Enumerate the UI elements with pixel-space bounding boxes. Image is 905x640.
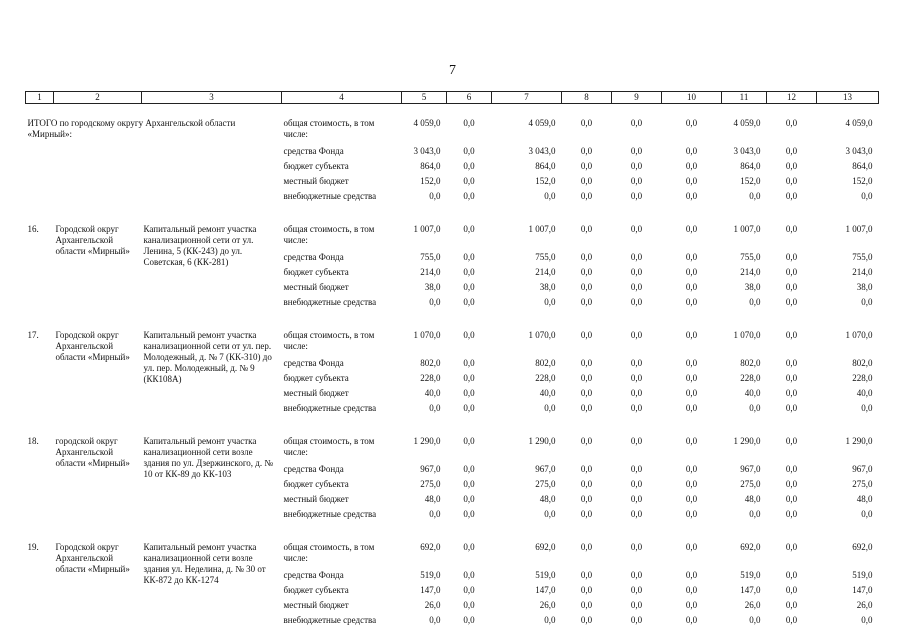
value-cell: 0,0 bbox=[785, 118, 798, 128]
value-cell: 0,0 bbox=[580, 388, 593, 398]
value-cell: 0,0 bbox=[685, 600, 698, 610]
value-cell: 0,0 bbox=[580, 358, 593, 368]
value-cell: 0,0 bbox=[785, 464, 798, 474]
row-label: внебюджетные средства bbox=[283, 403, 377, 413]
value-cell: 0,0 bbox=[685, 282, 698, 292]
value-cell: 0,0 bbox=[580, 282, 593, 292]
value-cell: 0,0 bbox=[685, 479, 698, 489]
value-cell: 275,0 bbox=[740, 479, 761, 489]
value-cell: 0,0 bbox=[580, 176, 593, 186]
value-cell: 0,0 bbox=[463, 509, 475, 519]
value-cell: 0,0 bbox=[630, 282, 643, 292]
value-cell: 0,0 bbox=[463, 118, 475, 128]
value-cell: 0,0 bbox=[463, 358, 475, 368]
value-cell: 26,0 bbox=[539, 600, 556, 610]
item-region: Городской округ Архангельской области «Мирный» bbox=[55, 224, 130, 256]
value-cell: 0,0 bbox=[630, 118, 643, 128]
value-cell: 864,0 bbox=[420, 161, 441, 171]
column-header-7: 7 bbox=[492, 92, 562, 104]
value-cell: 0,0 bbox=[463, 252, 475, 262]
value-cell: 1 007,0 bbox=[845, 224, 873, 234]
funding-table bbox=[25, 91, 879, 630]
value-cell: 0,0 bbox=[785, 403, 798, 413]
row-label: бюджет субъекта bbox=[283, 373, 349, 383]
value-cell: 1 070,0 bbox=[528, 330, 556, 340]
value-cell: 0,0 bbox=[463, 494, 475, 504]
value-cell: 40,0 bbox=[856, 388, 873, 398]
value-cell: 0,0 bbox=[544, 191, 556, 201]
row-label: внебюджетные средства bbox=[283, 615, 377, 625]
value-cell: 48,0 bbox=[856, 494, 873, 504]
value-cell: 0,0 bbox=[749, 297, 761, 307]
value-cell: 0,0 bbox=[463, 542, 475, 552]
column-header-13: 13 bbox=[817, 92, 879, 104]
value-cell: 0,0 bbox=[685, 585, 698, 595]
value-cell: 275,0 bbox=[852, 479, 873, 489]
value-cell: 0,0 bbox=[429, 403, 441, 413]
value-cell: 0,0 bbox=[685, 373, 698, 383]
value-cell: 0,0 bbox=[544, 297, 556, 307]
value-cell: 0,0 bbox=[785, 330, 798, 340]
item-description: Капитальный ремонт участка канализационной сети от ул. Ленина, 5 (КК-243) до ул. Советская, 6 (КК-281) bbox=[143, 224, 257, 267]
value-cell: 214,0 bbox=[420, 267, 441, 277]
value-cell: 0,0 bbox=[463, 585, 475, 595]
value-cell: 147,0 bbox=[740, 585, 761, 595]
value-cell: 0,0 bbox=[749, 403, 761, 413]
value-cell: 0,0 bbox=[630, 494, 643, 504]
row-label: средства Фонда bbox=[283, 570, 344, 580]
value-cell: 0,0 bbox=[580, 161, 593, 171]
column-header-5: 5 bbox=[402, 92, 447, 104]
column-header-3: 3 bbox=[142, 92, 282, 104]
value-cell: 0,0 bbox=[785, 585, 798, 595]
value-cell: 0,0 bbox=[785, 373, 798, 383]
value-cell: 0,0 bbox=[580, 615, 593, 625]
column-header-1: 1 bbox=[26, 92, 54, 104]
item-number: 19. bbox=[27, 542, 39, 552]
value-cell: 967,0 bbox=[852, 464, 873, 474]
value-cell: 0,0 bbox=[463, 615, 475, 625]
column-header-2: 2 bbox=[54, 92, 142, 104]
row-label: бюджет субъекта bbox=[283, 161, 349, 171]
row-label: бюджет субъекта bbox=[283, 585, 349, 595]
value-cell: 1 070,0 bbox=[733, 330, 761, 340]
row-label: внебюджетные средства bbox=[283, 297, 377, 307]
value-cell: 0,0 bbox=[630, 542, 643, 552]
value-cell: 0,0 bbox=[685, 176, 698, 186]
value-cell: 0,0 bbox=[785, 282, 798, 292]
value-cell: 0,0 bbox=[785, 161, 798, 171]
value-cell: 26,0 bbox=[856, 600, 873, 610]
page-number: 7 bbox=[449, 63, 456, 78]
column-header-8: 8 bbox=[562, 92, 612, 104]
value-cell: 0,0 bbox=[630, 436, 643, 446]
value-cell: 0,0 bbox=[544, 509, 556, 519]
value-cell: 0,0 bbox=[580, 224, 593, 234]
value-cell: 38,0 bbox=[856, 282, 873, 292]
value-cell: 0,0 bbox=[463, 267, 475, 277]
value-cell: 519,0 bbox=[852, 570, 873, 580]
block-spacer bbox=[26, 312, 879, 330]
value-cell: 692,0 bbox=[420, 542, 441, 552]
value-cell: 0,0 bbox=[630, 146, 643, 156]
value-cell: 0,0 bbox=[785, 146, 798, 156]
value-cell: 755,0 bbox=[740, 252, 761, 262]
value-cell: 0,0 bbox=[580, 479, 593, 489]
value-cell: 0,0 bbox=[463, 191, 475, 201]
value-cell: 0,0 bbox=[630, 615, 643, 625]
value-cell: 0,0 bbox=[463, 479, 475, 489]
item-number: 16. bbox=[27, 224, 39, 234]
value-cell: 802,0 bbox=[535, 358, 556, 368]
value-cell: 40,0 bbox=[424, 388, 441, 398]
value-cell: 0,0 bbox=[580, 373, 593, 383]
value-cell: 0,0 bbox=[785, 297, 798, 307]
value-cell: 0,0 bbox=[580, 297, 593, 307]
value-cell: 48,0 bbox=[539, 494, 556, 504]
value-cell: 0,0 bbox=[580, 570, 593, 580]
value-cell: 152,0 bbox=[420, 176, 441, 186]
value-cell: 0,0 bbox=[630, 267, 643, 277]
value-cell: 48,0 bbox=[424, 494, 441, 504]
value-cell: 864,0 bbox=[852, 161, 873, 171]
column-header-10: 10 bbox=[662, 92, 722, 104]
row-label: общая стоимость, в том числе: bbox=[283, 436, 375, 457]
value-cell: 0,0 bbox=[685, 403, 698, 413]
row-label: местный бюджет bbox=[283, 600, 349, 610]
value-cell: 0,0 bbox=[785, 615, 798, 625]
value-cell: 0,0 bbox=[685, 118, 698, 128]
column-header-11: 11 bbox=[722, 92, 767, 104]
value-cell: 0,0 bbox=[429, 297, 441, 307]
value-cell: 0,0 bbox=[785, 479, 798, 489]
item-description: Капитальный ремонт участка канализационной сети возле здания по ул. Дзержинского, д. № 10 от КК-89 до КК-103 bbox=[143, 436, 273, 479]
value-cell: 0,0 bbox=[785, 224, 798, 234]
value-cell: 4 059,0 bbox=[733, 118, 761, 128]
value-cell: 0,0 bbox=[580, 509, 593, 519]
value-cell: 0,0 bbox=[685, 191, 698, 201]
row-label: местный бюджет bbox=[283, 388, 349, 398]
value-cell: 0,0 bbox=[630, 358, 643, 368]
value-cell: 0,0 bbox=[785, 436, 798, 446]
value-cell: 38,0 bbox=[424, 282, 441, 292]
row-label: внебюджетные средства bbox=[283, 191, 377, 201]
item-number: 17. bbox=[27, 330, 39, 340]
value-cell: 0,0 bbox=[429, 615, 441, 625]
value-cell: 214,0 bbox=[740, 267, 761, 277]
value-cell: 0,0 bbox=[429, 191, 441, 201]
value-cell: 519,0 bbox=[740, 570, 761, 580]
value-cell: 4 059,0 bbox=[528, 118, 556, 128]
row-label: общая стоимость, в том числе: bbox=[283, 118, 375, 139]
value-cell: 1 290,0 bbox=[733, 436, 761, 446]
value-cell: 0,0 bbox=[685, 388, 698, 398]
value-cell: 26,0 bbox=[744, 600, 761, 610]
value-cell: 0,0 bbox=[630, 161, 643, 171]
value-cell: 1 007,0 bbox=[528, 224, 556, 234]
value-cell: 38,0 bbox=[744, 282, 761, 292]
value-cell: 0,0 bbox=[630, 509, 643, 519]
value-cell: 0,0 bbox=[630, 403, 643, 413]
value-cell: 0,0 bbox=[580, 542, 593, 552]
value-cell: 275,0 bbox=[420, 479, 441, 489]
value-cell: 0,0 bbox=[463, 373, 475, 383]
value-cell: 0,0 bbox=[463, 282, 475, 292]
row-label: бюджет субъекта bbox=[283, 267, 349, 277]
value-cell: 147,0 bbox=[420, 585, 441, 595]
row-label: внебюджетные средства bbox=[283, 509, 377, 519]
header-row bbox=[26, 92, 879, 104]
block-spacer bbox=[26, 206, 879, 224]
value-cell: 0,0 bbox=[630, 191, 643, 201]
value-cell: 0,0 bbox=[685, 509, 698, 519]
value-cell: 0,0 bbox=[685, 436, 698, 446]
row-label: общая стоимость, в том числе: bbox=[283, 542, 375, 563]
table-row bbox=[26, 542, 879, 570]
value-cell: 0,0 bbox=[463, 388, 475, 398]
value-cell: 519,0 bbox=[535, 570, 556, 580]
value-cell: 0,0 bbox=[685, 358, 698, 368]
value-cell: 0,0 bbox=[785, 600, 798, 610]
value-cell: 0,0 bbox=[463, 436, 475, 446]
value-cell: 0,0 bbox=[580, 252, 593, 262]
value-cell: 0,0 bbox=[685, 297, 698, 307]
row-label: средства Фонда bbox=[283, 464, 344, 474]
block-spacer bbox=[26, 418, 879, 436]
value-cell: 228,0 bbox=[535, 373, 556, 383]
value-cell: 0,0 bbox=[785, 542, 798, 552]
value-cell: 3 043,0 bbox=[528, 146, 556, 156]
item-description: Капитальный ремонт участка канализационной сети возле здания ул. Неделина, д. № 30 от КК-872 до КК-1274 bbox=[143, 542, 266, 585]
value-cell: 0,0 bbox=[861, 297, 873, 307]
value-cell: 0,0 bbox=[630, 252, 643, 262]
value-cell: 755,0 bbox=[535, 252, 556, 262]
value-cell: 802,0 bbox=[740, 358, 761, 368]
block-spacer bbox=[26, 104, 879, 119]
item-number: 18. bbox=[27, 436, 39, 446]
table-row bbox=[26, 118, 879, 146]
value-cell: 0,0 bbox=[544, 403, 556, 413]
value-cell: 3 043,0 bbox=[733, 146, 761, 156]
item-region: городской округ Архангельской области «Мирный» bbox=[55, 436, 130, 468]
value-cell: 152,0 bbox=[852, 176, 873, 186]
row-label: бюджет субъекта bbox=[283, 479, 349, 489]
value-cell: 0,0 bbox=[630, 224, 643, 234]
value-cell: 0,0 bbox=[785, 494, 798, 504]
value-cell: 692,0 bbox=[535, 542, 556, 552]
value-cell: 0,0 bbox=[785, 388, 798, 398]
table-row bbox=[26, 330, 879, 358]
value-cell: 147,0 bbox=[535, 585, 556, 595]
value-cell: 0,0 bbox=[463, 403, 475, 413]
value-cell: 0,0 bbox=[630, 585, 643, 595]
value-cell: 0,0 bbox=[685, 494, 698, 504]
value-cell: 1 290,0 bbox=[413, 436, 441, 446]
value-cell: 0,0 bbox=[749, 615, 761, 625]
value-cell: 864,0 bbox=[740, 161, 761, 171]
value-cell: 1 007,0 bbox=[733, 224, 761, 234]
value-cell: 0,0 bbox=[785, 267, 798, 277]
value-cell: 0,0 bbox=[685, 464, 698, 474]
value-cell: 0,0 bbox=[630, 479, 643, 489]
value-cell: 0,0 bbox=[580, 464, 593, 474]
value-cell: 0,0 bbox=[785, 509, 798, 519]
value-cell: 0,0 bbox=[463, 297, 475, 307]
column-header-12: 12 bbox=[767, 92, 817, 104]
value-cell: 0,0 bbox=[685, 161, 698, 171]
value-cell: 0,0 bbox=[630, 176, 643, 186]
row-label: общая стоимость, в том числе: bbox=[283, 330, 375, 351]
value-cell: 147,0 bbox=[852, 585, 873, 595]
value-cell: 0,0 bbox=[630, 388, 643, 398]
value-cell: 228,0 bbox=[852, 373, 873, 383]
value-cell: 755,0 bbox=[420, 252, 441, 262]
value-cell: 3 043,0 bbox=[413, 146, 441, 156]
value-cell: 0,0 bbox=[861, 615, 873, 625]
value-cell: 0,0 bbox=[685, 330, 698, 340]
value-cell: 967,0 bbox=[740, 464, 761, 474]
table-row bbox=[26, 436, 879, 464]
value-cell: 38,0 bbox=[539, 282, 556, 292]
value-cell: 0,0 bbox=[544, 615, 556, 625]
value-cell: 40,0 bbox=[744, 388, 761, 398]
total-title: ИТОГО по городскому округу Архангельской области «Мирный»: bbox=[27, 118, 236, 139]
value-cell: 0,0 bbox=[463, 176, 475, 186]
value-cell: 4 059,0 bbox=[413, 118, 441, 128]
value-cell: 0,0 bbox=[630, 330, 643, 340]
value-cell: 0,0 bbox=[685, 224, 698, 234]
item-region: Городской округ Архангельской области «Мирный» bbox=[55, 330, 130, 362]
block-spacer bbox=[26, 524, 879, 542]
value-cell: 0,0 bbox=[685, 252, 698, 262]
value-cell: 0,0 bbox=[785, 570, 798, 580]
value-cell: 1 007,0 bbox=[413, 224, 441, 234]
value-cell: 0,0 bbox=[685, 570, 698, 580]
value-cell: 0,0 bbox=[785, 252, 798, 262]
value-cell: 4 059,0 bbox=[845, 118, 873, 128]
value-cell: 0,0 bbox=[580, 585, 593, 595]
value-cell: 214,0 bbox=[852, 267, 873, 277]
value-cell: 0,0 bbox=[463, 330, 475, 340]
row-label: средства Фонда bbox=[283, 146, 344, 156]
value-cell: 0,0 bbox=[429, 509, 441, 519]
value-cell: 0,0 bbox=[463, 161, 475, 171]
value-cell: 1 070,0 bbox=[845, 330, 873, 340]
row-label: средства Фонда bbox=[283, 252, 344, 262]
value-cell: 0,0 bbox=[580, 600, 593, 610]
value-cell: 40,0 bbox=[539, 388, 556, 398]
value-cell: 0,0 bbox=[630, 297, 643, 307]
value-cell: 228,0 bbox=[420, 373, 441, 383]
row-label: средства Фонда bbox=[283, 358, 344, 368]
value-cell: 0,0 bbox=[630, 600, 643, 610]
value-cell: 0,0 bbox=[785, 191, 798, 201]
value-cell: 967,0 bbox=[420, 464, 441, 474]
value-cell: 152,0 bbox=[535, 176, 556, 186]
value-cell: 1 290,0 bbox=[528, 436, 556, 446]
column-header-9: 9 bbox=[612, 92, 662, 104]
value-cell: 0,0 bbox=[463, 146, 475, 156]
value-cell: 0,0 bbox=[785, 358, 798, 368]
value-cell: 1 290,0 bbox=[845, 436, 873, 446]
value-cell: 802,0 bbox=[852, 358, 873, 368]
value-cell: 0,0 bbox=[580, 118, 593, 128]
value-cell: 0,0 bbox=[580, 267, 593, 277]
value-cell: 0,0 bbox=[685, 146, 698, 156]
value-cell: 0,0 bbox=[580, 403, 593, 413]
value-cell: 0,0 bbox=[685, 267, 698, 277]
value-cell: 228,0 bbox=[740, 373, 761, 383]
value-cell: 0,0 bbox=[861, 403, 873, 413]
value-cell: 152,0 bbox=[740, 176, 761, 186]
value-cell: 864,0 bbox=[535, 161, 556, 171]
value-cell: 519,0 bbox=[420, 570, 441, 580]
value-cell: 26,0 bbox=[424, 600, 441, 610]
value-cell: 692,0 bbox=[740, 542, 761, 552]
value-cell: 48,0 bbox=[744, 494, 761, 504]
value-cell: 0,0 bbox=[861, 509, 873, 519]
value-cell: 0,0 bbox=[463, 224, 475, 234]
value-cell: 214,0 bbox=[535, 267, 556, 277]
value-cell: 0,0 bbox=[463, 600, 475, 610]
value-cell: 0,0 bbox=[630, 373, 643, 383]
value-cell: 0,0 bbox=[630, 570, 643, 580]
value-cell: 755,0 bbox=[852, 252, 873, 262]
value-cell: 0,0 bbox=[749, 509, 761, 519]
value-cell: 0,0 bbox=[785, 176, 798, 186]
row-label: местный бюджет bbox=[283, 176, 349, 186]
value-cell: 0,0 bbox=[749, 191, 761, 201]
value-cell: 0,0 bbox=[861, 191, 873, 201]
value-cell: 967,0 bbox=[535, 464, 556, 474]
value-cell: 692,0 bbox=[852, 542, 873, 552]
row-label: общая стоимость, в том числе: bbox=[283, 224, 375, 245]
row-label: местный бюджет bbox=[283, 494, 349, 504]
item-description: Капитальный ремонт участка канализационной сети от ул. пер. Молодежный, д. № 7 (КК-310) до ул. пер. Молодежный, д. № 9 (КК108А) bbox=[143, 330, 272, 384]
value-cell: 0,0 bbox=[580, 436, 593, 446]
value-cell: 0,0 bbox=[580, 191, 593, 201]
value-cell: 0,0 bbox=[685, 615, 698, 625]
value-cell: 0,0 bbox=[685, 542, 698, 552]
column-header-4: 4 bbox=[282, 92, 402, 104]
value-cell: 275,0 bbox=[535, 479, 556, 489]
item-region: Городской округ Архангельской области «Мирный» bbox=[55, 542, 130, 574]
value-cell: 0,0 bbox=[463, 464, 475, 474]
value-cell: 0,0 bbox=[580, 146, 593, 156]
value-cell: 0,0 bbox=[463, 570, 475, 580]
column-header-6: 6 bbox=[447, 92, 492, 104]
value-cell: 0,0 bbox=[580, 330, 593, 340]
value-cell: 0,0 bbox=[580, 494, 593, 504]
table-row bbox=[26, 224, 879, 252]
value-cell: 1 070,0 bbox=[413, 330, 441, 340]
row-label: местный бюджет bbox=[283, 282, 349, 292]
value-cell: 802,0 bbox=[420, 358, 441, 368]
value-cell: 3 043,0 bbox=[845, 146, 873, 156]
value-cell: 0,0 bbox=[630, 464, 643, 474]
